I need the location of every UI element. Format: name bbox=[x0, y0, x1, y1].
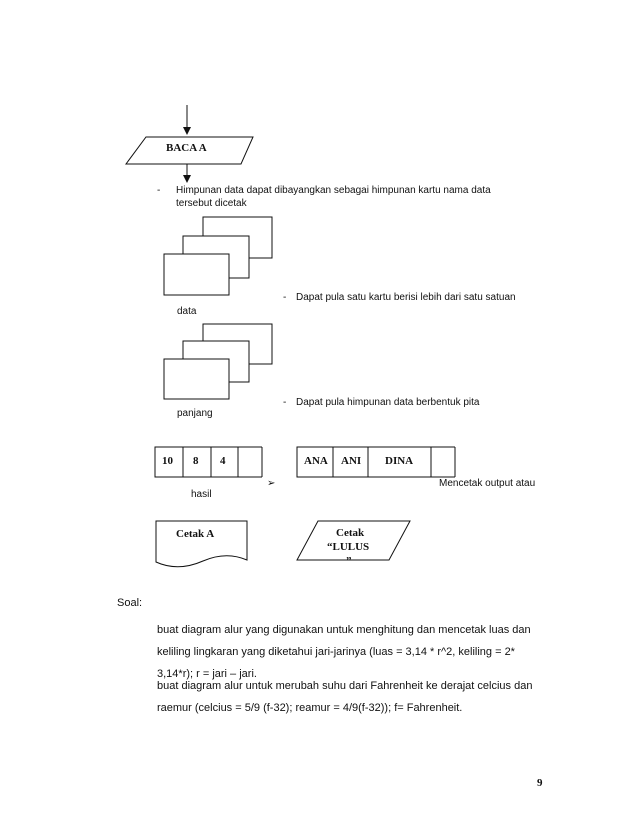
cetak-lulus-line2: “LULUS bbox=[327, 541, 370, 553]
note2-dash: - bbox=[283, 292, 287, 303]
data-card-stack bbox=[164, 217, 272, 295]
note1-line2: tersebut dicetak bbox=[176, 198, 247, 209]
arrow-bullet: ➢ bbox=[267, 478, 276, 489]
tape-cell-ana: ANA bbox=[304, 455, 328, 467]
cetak-lulus-line1: Cetak bbox=[336, 527, 365, 539]
panjang-label: panjang bbox=[177, 408, 213, 419]
data-label: data bbox=[177, 306, 197, 317]
note3-text: Dapat pula himpunan data berbentuk pita bbox=[296, 397, 480, 408]
soal-item1-line3: 3,14*r); r = jari – jari. bbox=[157, 668, 257, 680]
baca-input-label: BACA A bbox=[166, 142, 207, 154]
tape-cell-2: 8 bbox=[193, 455, 199, 467]
soal-heading: Soal: bbox=[117, 597, 143, 609]
tape-cell-3: 4 bbox=[220, 455, 226, 467]
note1-dash: - bbox=[157, 185, 161, 196]
soal-item1-line2: keliling lingkaran yang diketahui jari-jarinya (luas = 3,14 * r^2, keliling = 2* bbox=[157, 646, 515, 658]
cetak-lulus-line3: ” bbox=[346, 555, 352, 567]
note2-text: Dapat pula satu kartu berisi lebih dari satu satuan bbox=[296, 292, 516, 303]
hasil-label: hasil bbox=[191, 489, 212, 500]
soal-item2-line1: buat diagram alur untuk merubah suhu dari Fahrenheit ke derajat celcius dan bbox=[157, 680, 533, 692]
note4-text: Mencetak output atau bbox=[439, 478, 536, 489]
cetak-a-label: Cetak A bbox=[176, 528, 215, 540]
note1-line1: Himpunan data dapat dibayangkan sebagai himpunan kartu nama data bbox=[176, 185, 491, 196]
note3-dash: - bbox=[283, 397, 287, 408]
panjang-card-stack bbox=[164, 324, 272, 399]
page-number: 9 bbox=[537, 777, 543, 789]
tape-cell-1: 10 bbox=[162, 455, 173, 467]
soal-item1-line1: buat diagram alur yang digunakan untuk menghitung dan mencetak luas dan bbox=[157, 624, 531, 636]
tape-cell-ani: ANI bbox=[341, 455, 362, 467]
soal-item2-line2: raemur (celcius = 5/9 (f-32); reamur = 4/9(f-32)); f= Fahrenheit. bbox=[157, 702, 463, 714]
tape-cell-dina: DINA bbox=[385, 455, 414, 467]
